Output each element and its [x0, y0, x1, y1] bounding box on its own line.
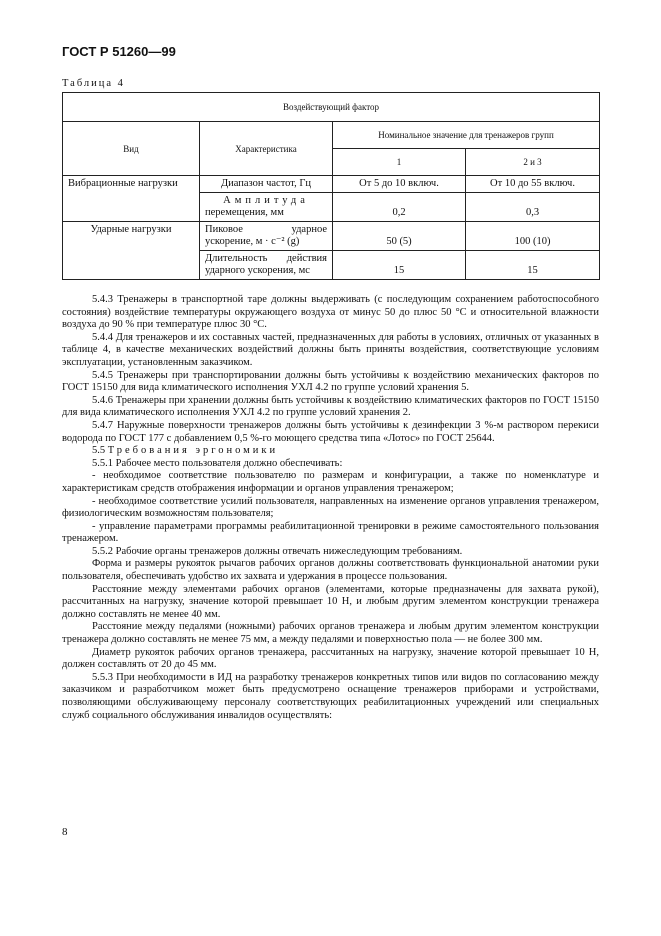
paragraph-5-4-4: 5.4.4 Для тренажеров и их составных частей, предназначенных для работы в условиях, отличных от указанных в таблице 4, в качестве механических воздействий должны быть приняты воздействия, соответствующие условиям эксплуатации, установленным заказчиком.	[62, 331, 599, 368]
paragraph-5-4-7: 5.4.7 Наружные поверхности тренажеров должны быть устойчивы к дезинфекции 3 %-м раствором перекиси водорода по ГОСТ 177 с добавлением 0,5 %-го моющего средства типа «Лотос» по ГОСТ 25644.	[62, 419, 599, 444]
paragraph: Форма и размеры рукояток рычагов рабочих органов должны соответствовать функциональной анатомии руки пользователя, обеспечивать удобство их захвата и удержания в процессе пользования.	[62, 558, 599, 583]
table-header-row-factor	[63, 93, 600, 122]
list-item: - необходимое соответствие усилий пользователя, направленных на изменение органов управления тренажером, физиологическим возможностям пользователя;	[62, 495, 599, 520]
cell-group-1: 0,2	[333, 193, 466, 222]
paragraph-5-4-6: 5.4.6 Тренажеры при хранении должны быть устойчивы к воздействию климатических факторов по ГОСТ 15150 для вида климатического исполнения УХЛ 4.2 по группе условий хранения 2.	[62, 394, 599, 419]
header-group-2-3: 2 и 3	[466, 149, 600, 176]
paragraph-5-5-1: 5.5.1 Рабочее место пользователя должно обеспечивать:	[92, 457, 343, 469]
paragraph-5-5-3: 5.5.3 При необходимости в ИД на разработку тренажеров конкретных типов или видов по согласованию между заказчиком и разработчиком может быть предусмотрено оснащение тренажеров приборами и устройствами, позволяющими обслуживающему персоналу соответствующих реабилитационных учреждений или специальных служб социального обслуживания инвалидов осуществлять:	[62, 671, 599, 721]
cell-characteristic: Длительность действия ударного ускорения, мс	[200, 251, 333, 280]
cell-group-2-3: 100 (10)	[466, 222, 600, 251]
header-group-1: 1	[333, 149, 466, 176]
header-nominal: Номинальное значение для тренажеров групп	[333, 122, 600, 149]
section-title: Требования эргономики	[107, 445, 279, 457]
paragraph: Расстояние между педалями (ножными) рабочих органов тренажера и любым другим элементом конструкции тренажера должно составлять не менее 75 мм, а между педалями и поверхностью пола — не более 300 мм.	[62, 621, 599, 646]
header-characteristic: Характеристика	[200, 122, 333, 176]
cell-group-2-3: 15	[466, 251, 600, 280]
cell-characteristic: Пиковое ударное ускорение, м · с⁻² (g)	[200, 222, 333, 251]
table-row	[63, 222, 600, 251]
paragraph: Расстояние между элементами рабочих органов (элементами, которые предназначены для захвата рукой), рассчитанных на нагрузку, значение которой превышает 10 Н, и любым другим элементом конструкции тренажера должно составлять не менее 40 мм.	[62, 583, 599, 620]
impact-factors-table	[62, 92, 600, 280]
paragraph-5-5-2: 5.5.2 Рабочие органы тренажеров должны отвечать нижеследующим требованиям.	[92, 545, 463, 557]
list-item: - необходимое соответствие пользователю по размерам и конфигурации, а также по номенклатуре и характеристикам средств отображения информации и органов управления тренажером;	[62, 470, 599, 494]
document-code-header: ГОСТ Р 51260—99	[62, 44, 176, 59]
list-item: - управление параметрами программы реабилитационной тренировки в режиме самостоятельного пользования тренажером.	[62, 520, 599, 545]
page-number: 8	[62, 826, 68, 838]
cell-group-1: 15	[333, 251, 466, 280]
cell-group-1: От 5 до 10 включ.	[333, 176, 466, 193]
table-caption-number: 4	[117, 78, 123, 89]
table-row	[63, 176, 600, 193]
section-title-5-5	[62, 445, 599, 458]
header-view: Вид	[63, 122, 200, 176]
cell-view-vibration: Вибрационные нагрузки	[63, 176, 200, 222]
header-factor: Воздействующий фактор	[63, 93, 600, 122]
amplitude-sub-label: перемещения, мм	[205, 207, 284, 218]
cell-group-2-3: 0,3	[466, 193, 600, 222]
paragraph: Диаметр рукояток рабочих органов тренажера, рассчитанных на нагрузку, значение которой превышает 10 Н, должен составлять от 20 до 45 мм.	[62, 646, 599, 671]
cell-characteristic: Диапазон частот, Гц	[200, 176, 333, 193]
cell-group-1: 50 (5)	[333, 222, 466, 251]
paragraph-5-4-5: 5.4.5 Тренажеры при транспортировании должны быть устойчивы к воздействию механических факторов по ГОСТ 15150 для вида климатического исполнения УХЛ 4.2 по группе условий хранения 5.	[62, 369, 599, 394]
cell-group-2-3: От 10 до 55 включ.	[466, 176, 600, 193]
section-number: 5.5	[92, 445, 106, 457]
cell-characteristic	[200, 193, 333, 222]
table-caption	[62, 78, 123, 89]
table-header-row-columns	[63, 122, 600, 149]
cell-view-shock: Ударные нагрузки	[63, 222, 200, 280]
paragraph-5-4-3: 5.4.3 Тренажеры в транспортной таре должны выдерживать (с последующим сохранением работоспособного состояния) воздействие температуры окружающего воздуха от минус 50 до плюс 50 °С и относительной влажности воздуха до 90 % при температуре плюс 30 °С.	[62, 294, 599, 331]
table-caption-word: Таблица	[62, 78, 114, 89]
amplitude-label: Амплитуда	[223, 195, 309, 206]
body-text	[62, 294, 599, 722]
